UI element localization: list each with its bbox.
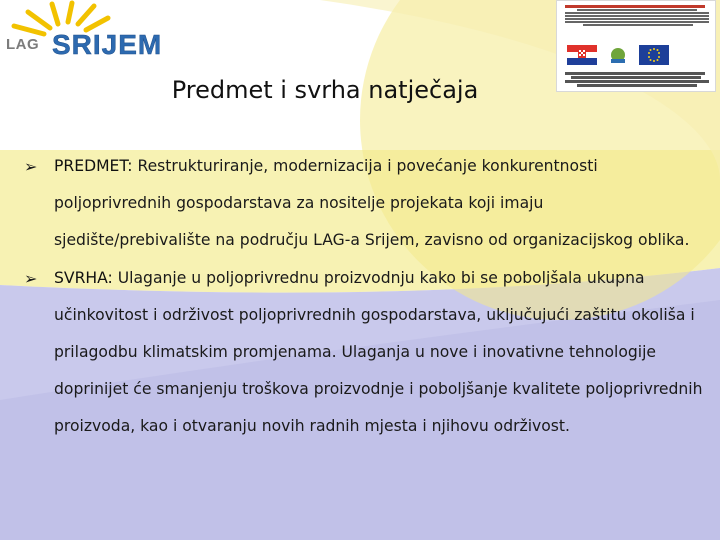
arrow-bullet-icon: ➢ <box>24 157 38 176</box>
bullet-text: Restrukturiranje, modernizacija i povećanje konkurentnosti poljoprivrednih gospodarstava za nositelje projekata koji imaju sjedište/prebivalište na području LAG-a Srijem, zavisno od organizacijskog oblika. <box>54 157 690 249</box>
content <box>24 148 704 445</box>
bullet-item-predmet <box>24 148 704 259</box>
bullet-text: Ulaganje u poljoprivrednu proizvodnju kako bi se poboljšala ukupna učinkovitost i održivost poljoprivrednih gospodarstava, uključujući zaštitu okoliša i prilagodbu klimatskim promjenama. Ulaganja u nove i inovativne tehnologije doprinijet će smanjenju troškova proizvodnje i poboljšanje kvalitete poljoprivrednih proizvoda, kao i otvaranju novih radnih mjesta i njihovu održivost. <box>54 269 703 435</box>
page-title <box>0 76 650 104</box>
logo-prefix: LAG <box>6 36 40 53</box>
eu-flag-icon <box>639 45 669 65</box>
arrow-bullet-icon: ➢ <box>24 269 38 288</box>
flags-row <box>567 45 669 65</box>
leader-logo-icon <box>603 45 633 65</box>
lag-srijem-logo <box>0 0 162 68</box>
croatia-flag-icon <box>567 45 597 65</box>
bullet-lead: PREDMET: <box>54 157 133 175</box>
funding-text-lines <box>565 4 709 27</box>
page-title-text: Predmet i svrha natječaja <box>171 76 479 104</box>
logo-name: SRIJEM <box>52 29 163 60</box>
bullet-lead: SVRHA: <box>54 269 113 287</box>
bullet-item-svrha <box>24 260 704 445</box>
